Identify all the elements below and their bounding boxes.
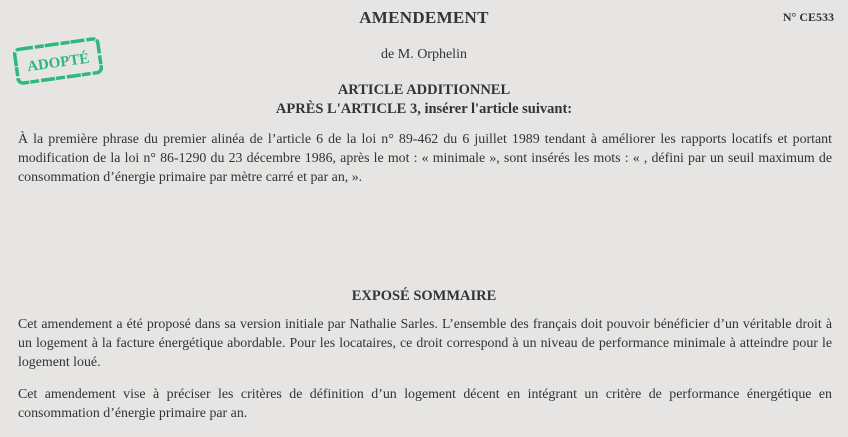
- expose-paragraph: Cet amendement a été proposé dans sa version initiale par Nathalie Sarles. L’ensemble des français doit pouvoir bénéficier d’un véritable droit à un logement à la facture énergétique abordable. Pour les locataires, ce droit correspond à un niveau de performance minimale à atteindre pour le logement loué.: [18, 317, 832, 370]
- expose-paragraph: Cet amendement vise à préciser les critères de définition d’un logement décent en intégrant un critère de performance énergétique en consommation d’énergie primaire par an.: [18, 387, 832, 421]
- amendment-title: AMENDEMENT: [359, 8, 489, 27]
- article-heading: ARTICLE ADDITIONNEL: [337, 82, 511, 98]
- expose-heading: EXPOSÉ SOMMAIRE: [351, 288, 497, 304]
- article-subheading: APRÈS L'ARTICLE 3, insérer l'article suivant:: [275, 101, 573, 117]
- adopted-stamp-label: ADOPTÉ: [26, 50, 91, 76]
- article-body: À la première phrase du premier alinéa de l’article 6 de la loi n° 89-462 du 6 juillet 1989 tendant à améliorer les rapports locatifs et portant modification de la loi n° 86-1290 du 23 décembre 1986, après le mot : « minimale », sont insérés les mots : « , défini par un seuil maximum de consommation d’énergie primaire par mètre carré et par an, ».: [18, 132, 832, 185]
- amendment-number: N° CE533: [782, 10, 834, 24]
- author-line: de M. Orphelin: [381, 47, 467, 62]
